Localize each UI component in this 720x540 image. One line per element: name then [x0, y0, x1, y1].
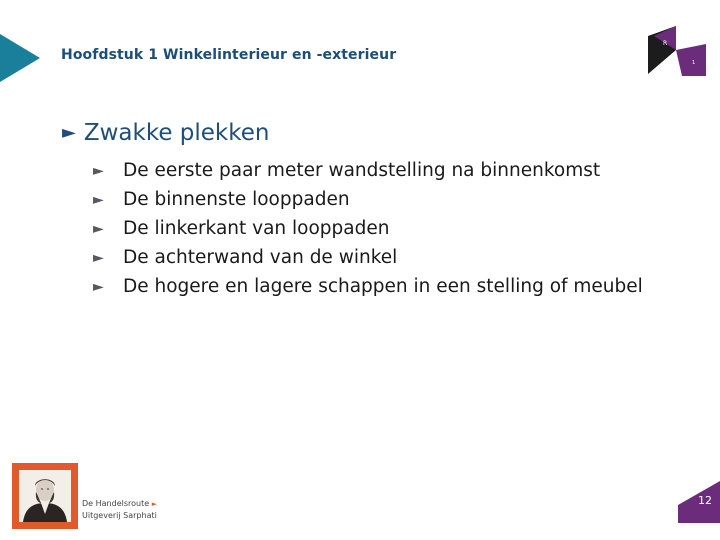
- list-item: [93, 157, 643, 186]
- publisher-logo: [82, 498, 157, 521]
- publisher-arrow-icon: ►: [151, 500, 158, 508]
- bullet-arrow-icon: ►: [93, 192, 104, 208]
- publisher-corner-logo: [648, 26, 710, 76]
- logo-letter-bottom: 1: [692, 60, 696, 66]
- heading-arrow-icon: ►: [62, 122, 76, 143]
- bullet-arrow-icon: ►: [93, 279, 104, 295]
- publisher-subtitle: Uitgeverij Sarphati: [82, 511, 157, 520]
- bullet-arrow-icon: ►: [93, 221, 104, 237]
- bullet-arrow-icon: ►: [93, 163, 104, 179]
- list-item-text: De eerste paar meter wandstelling na binnenkomst: [123, 160, 601, 181]
- list-item-text: De achterwand van de winkel: [123, 247, 398, 268]
- heading-text: Zwakke plekken: [83, 120, 270, 146]
- list-item: [93, 215, 643, 244]
- portrait-illustration: [19, 470, 71, 522]
- list-item-text: De binnenste looppaden: [123, 189, 350, 210]
- list-item: [93, 186, 643, 215]
- chapter-title: Hoofdstuk 1 Winkelinterieur en -exterieur: [61, 47, 397, 63]
- slide-heading: [62, 120, 269, 146]
- page-number: 12: [698, 494, 712, 507]
- bullet-arrow-icon: ►: [93, 250, 104, 266]
- author-portrait: [12, 463, 78, 529]
- list-item-text: De hogere en lagere schappen in een stelling of meubel: [123, 276, 643, 297]
- bullet-list: [93, 157, 643, 302]
- logo-letter-top: R: [663, 40, 668, 47]
- list-item-text: De linkerkant van looppaden: [123, 218, 390, 239]
- list-item: [93, 273, 643, 302]
- corner-triangle-decoration: [0, 34, 40, 82]
- list-item: [93, 244, 643, 273]
- publisher-name: De Handelsroute: [82, 499, 150, 508]
